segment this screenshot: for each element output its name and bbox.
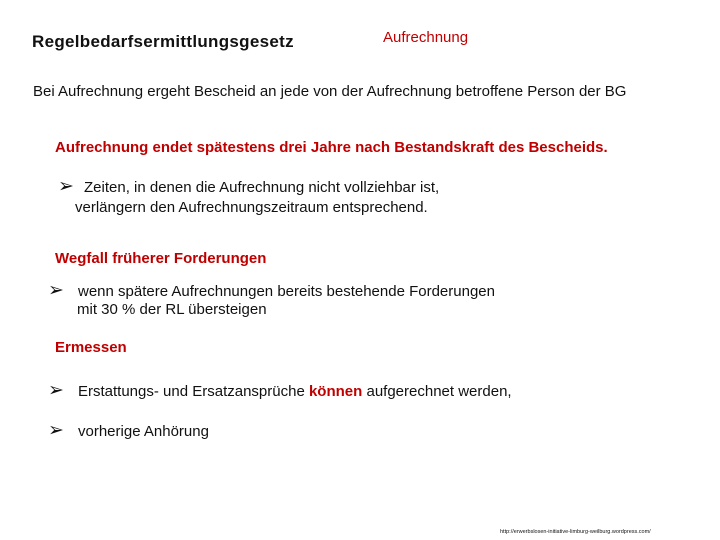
arrow-bullet-icon: ➢	[48, 380, 64, 401]
footer-url[interactable]: http://erwerbslosen-initiative-limburg-weilburg.wordpress.com/	[500, 529, 651, 535]
section-heading-wegfall: Wegfall früherer Forderungen	[55, 250, 267, 267]
bullet-item-zeiten	[58, 175, 439, 198]
bullet-text-line2: mit 30 % der RL übersteigen	[77, 301, 267, 318]
section-heading-aufrechnung-ende: Aufrechnung endet spätestens drei Jahre nach Bestandskraft des Bescheids.	[55, 139, 608, 156]
page-title: Regelbedarfsermittlungsgesetz	[32, 32, 294, 51]
bullet-text: vorherige Anhörung	[78, 423, 209, 440]
bullet-text-before: Erstattungs- und Ersatzansprüche	[78, 383, 309, 400]
arrow-bullet-icon: ➢	[48, 280, 64, 301]
arrow-bullet-icon: ➢	[48, 420, 64, 441]
arrow-bullet-icon: ➢	[58, 176, 74, 197]
keyword-koennen: können	[308, 383, 363, 400]
bullet-text-after: aufgerechnet werden,	[362, 383, 512, 400]
bullet-text-line2: verlängern den Aufrechnungszeitraum entsprechend.	[75, 199, 428, 216]
topic-label: Aufrechnung	[383, 29, 469, 46]
bullet-item-erstattung	[48, 379, 512, 402]
section-heading-ermessen: Ermessen	[55, 339, 127, 356]
bullet-text-line1: wenn spätere Aufrechnungen bereits bestehende Forderungen	[78, 283, 495, 300]
bullet-item-spaetere-aufrechnungen	[48, 279, 495, 302]
bullet-text-line1: Zeiten, in denen die Aufrechnung nicht vollziehbar ist,	[84, 179, 440, 196]
bullet-item-anhoerung	[48, 419, 209, 442]
intro-text: Bei Aufrechnung ergeht Bescheid an jede von der Aufrechnung betroffene Person der BG	[33, 83, 627, 100]
